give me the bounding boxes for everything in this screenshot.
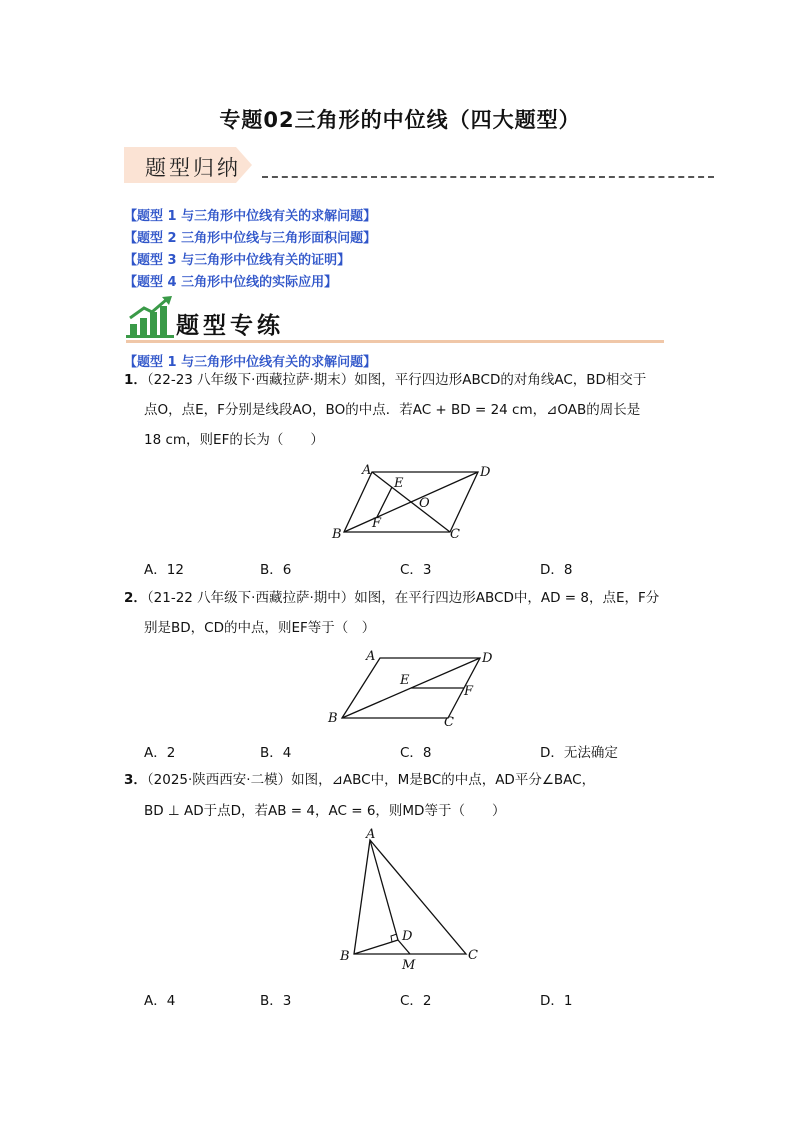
label-E: E — [394, 476, 404, 491]
option-d[interactable]: D．8 — [540, 562, 573, 578]
label-A: A — [366, 649, 376, 664]
question-2 — [124, 583, 684, 613]
toc-item-3[interactable]: 【题型 3 与三角形中位线有关的证明】 — [124, 253, 351, 268]
question-text-line: （2025·陕西西安·二模）如图，⊿ABC中，M是BC的中点，AD平分∠BAC， — [146, 772, 596, 788]
option-d[interactable]: D．1 — [540, 993, 573, 1009]
question-text-line: 18 cm，则EF的长为（ ） — [144, 432, 324, 448]
toc-item-2[interactable]: 【题型 2 三角形中位线与三角形面积问题】 — [124, 231, 377, 246]
label-O: O — [419, 496, 430, 511]
option-c[interactable]: C．2 — [400, 993, 432, 1009]
label-D: D — [480, 465, 491, 480]
banner-underline — [126, 340, 664, 343]
page-title: 专题02三角形的中位线（四大题型） — [219, 108, 581, 132]
option-b[interactable]: B．6 — [260, 562, 292, 578]
toc-item-4[interactable]: 【题型 4 三角形中位线的实际应用】 — [124, 275, 338, 290]
option-c[interactable]: C．3 — [400, 562, 432, 578]
question-number: 2． — [124, 590, 147, 606]
question-1 — [124, 365, 684, 395]
option-c[interactable]: C．8 — [400, 745, 432, 761]
option-a[interactable]: A．4 — [144, 993, 176, 1009]
toc-item-1[interactable]: 【题型 1 与三角形中位线有关的求解问题】 — [124, 209, 377, 224]
question-number: 3． — [124, 772, 147, 788]
label-M: M — [402, 958, 416, 973]
figure-parallelogram-1 — [330, 460, 510, 542]
figure-triangle-3 — [330, 826, 490, 976]
section-heading: 【题型 1 与三角形中位线有关的求解问题】 — [124, 355, 377, 370]
option-a[interactable]: A．12 — [144, 562, 184, 578]
label-D: D — [482, 651, 493, 666]
chart-growth-icon — [126, 294, 176, 338]
dashed-divider — [262, 176, 714, 178]
question-3 — [124, 765, 684, 795]
question-text-line: （22-23 八年级下·西藏拉萨·期末）如图，平行四边形ABCD的对角线AC，BD相交于 — [146, 372, 647, 388]
banner-guide-label: 题型归纳 — [145, 156, 241, 180]
option-a[interactable]: A．2 — [144, 745, 176, 761]
question-text-line: （21-22 八年级下·西藏拉萨·期中）如图，在平行四边形ABCD中，AD = 8，点E，F分 — [146, 590, 660, 606]
question-text-line: 点O，点E，F分别是线段AO，BO的中点．若AC + BD = 24 cm，⊿OAB的周长是 — [144, 402, 641, 418]
question-text-line: BD ⊥ AD于点D，若AB = 4，AC = 6，则MD等于（ ） — [144, 803, 506, 819]
label-F: F — [464, 684, 474, 699]
option-b[interactable]: B．3 — [260, 993, 292, 1009]
label-B: B — [328, 711, 338, 726]
option-d[interactable]: D．无法确定 — [540, 745, 618, 761]
label-C: C — [450, 527, 460, 542]
label-C: C — [444, 715, 454, 730]
label-C: C — [468, 948, 478, 963]
banner-practice-label: 题型专练 — [176, 312, 284, 339]
question-text-line: 别是BD，CD的中点，则EF等于（ ） — [144, 620, 376, 636]
label-B: B — [332, 527, 342, 542]
label-A: A — [362, 463, 372, 478]
label-D: D — [402, 929, 413, 944]
label-B: B — [340, 949, 350, 964]
option-b[interactable]: B．4 — [260, 745, 292, 761]
figure-parallelogram-2 — [320, 644, 510, 730]
question-number: 1． — [124, 372, 147, 388]
label-A: A — [366, 827, 376, 842]
label-E: E — [400, 673, 410, 688]
label-F: F — [372, 516, 382, 531]
